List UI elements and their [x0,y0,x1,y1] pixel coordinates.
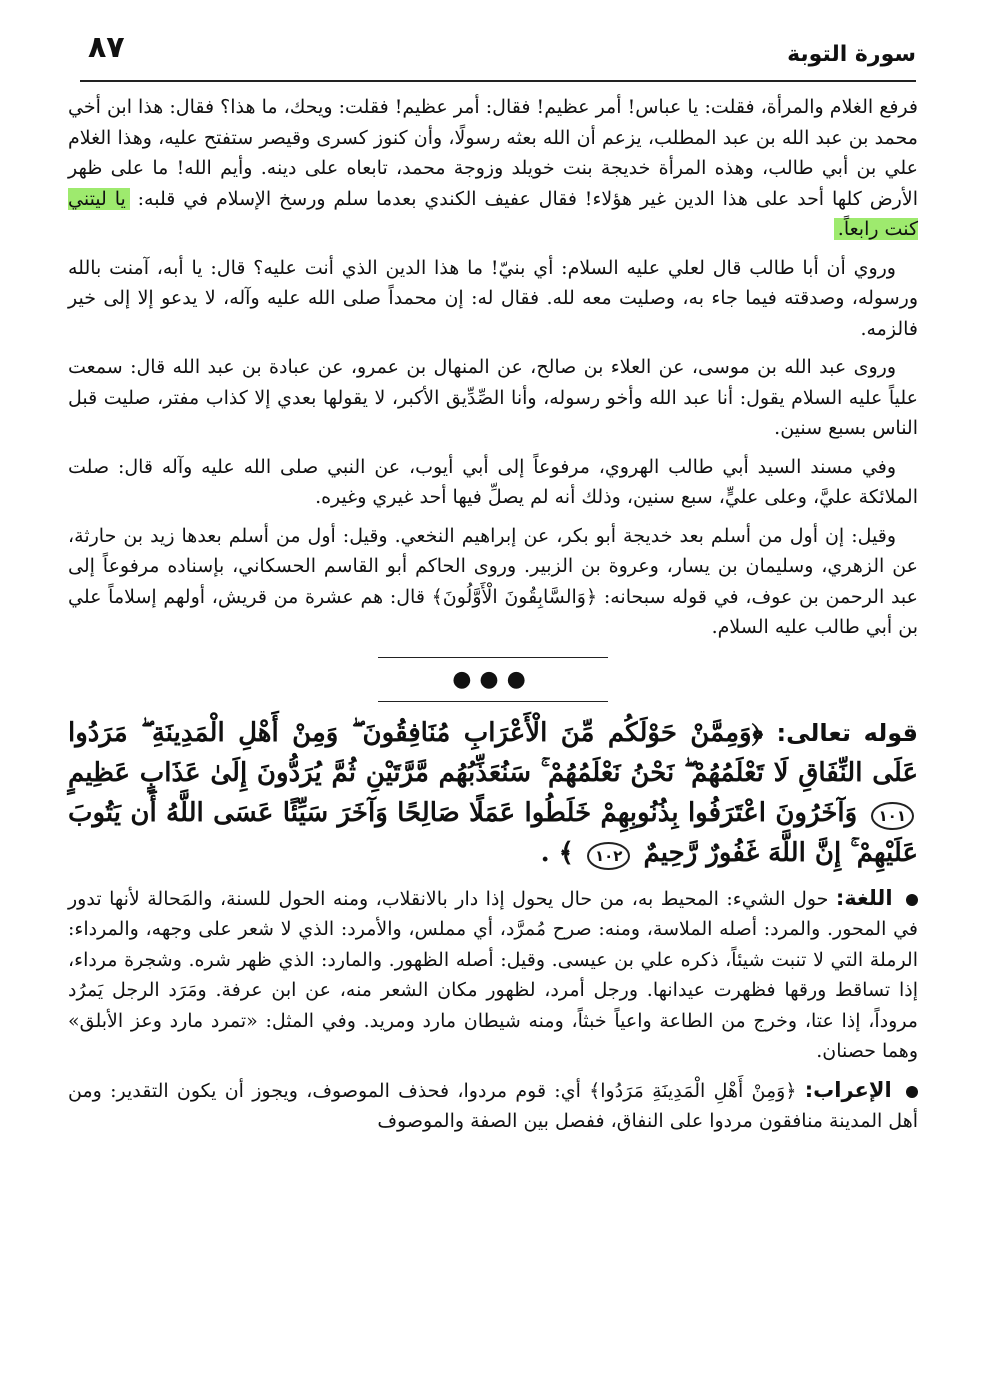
paragraph-1 [68,92,918,245]
surah-title: سورة التوبة [787,42,916,67]
paragraph-3: وروى عبد الله بن موسى، عن العلاء بن صالح، عن المنهال بن عمرو، عن عبادة بن عبد الله قال: سمعت علياً عليه السلام يقول: أنا عبد الله وأخو رسوله، وأنا الصِّدِّيق الأكبر، لا يقولها بعدي إلا كذاب مفتر، صليت قبل الناس بسبع سنين. [68,356,918,439]
paragraph-5: وقيل: إن أول من أسلم بعد خديجة أبو بكر، عن إبراهيم النخعي. وقيل: أول من أسلم بعدها زيد بن حارثة، عن الزهري، وسليمان بن يسار، وعروة بن الزبير. وروى الحاكم أبو القاسم الحسكاني، بإسناده مرفوعاً إلى عبد الرحمن بن عوف، في قوله سبحانه: ﴿وَالسَّابِقُونَ الْأَوَّلُونَ﴾ قال: هم عشرة من قريش، أولهم إسلاماً علي بن أبي طالب عليه السلام. [68,524,918,638]
page-number: ٨٧ [88,30,125,65]
separator-line-bottom [378,701,608,702]
page-content [68,92,918,1145]
section-separator [68,651,918,707]
verse-label: قوله تعالى: [776,718,918,747]
separator-line-top [378,657,608,658]
quran-verse-block [68,713,918,873]
verse-text-1: ﴿وَمِمَّنْ حَوْلَكُم مِّنَ الْأَعْرَابِ مُنَافِقُونَ ۖ وَمِنْ أَهْلِ الْمَدِينَةِ ۖ مَرَدُوا عَلَى النِّفَاقِ لَا تَعْلَمُهُمْ ۖ نَحْنُ نَعْلَمُهُمْ ۚ سَنُعَذِّبُهُم مَّرَّتَيْنِ ثُمَّ يُرَدُّونَ إِلَىٰ عَذَابٍ عَظِيمٍ [68,717,918,788]
ayah-number-102: ١٠٢ [587,842,630,870]
bullet-icon [906,894,918,906]
paragraph-1-text: فرفع الغلام والمرأة، فقلت: يا عباس! أمر عظيم! فقال: أمر عظيم! فقلت: ويحك، ما هذا؟ فقال: هذا ابن أخي محمد بن عبد الله بن عبد المطلب، يزعم أن الله بعثه رسولًا، وأن كنوز كسرى وقيصر ستفتح عليه، وهذا الغلام علي بن أبي طالب، وهذه المرأة خديجة بنت خويلد وزوجة محمد، تابعاه على دينه. وأيم الله! ما على ظهر الأرض كلها أحد على هذا الدين غير هؤلاء! فقال عفيف الكندي بعدما سلم ورسخ الإسلام في قلبه: [68,96,918,210]
irab-label: الإعراب: [804,1077,892,1102]
bullet-icon [906,1086,918,1098]
ayah-number-101: ١٠١ [871,802,914,830]
paragraph-4: وفي مسند السيد أبي طالب الهروي، مرفوعاً إلى أبي أيوب، عن النبي صلى الله عليه وآله قال: صلت الملائكة عليَّ، وعلى عليٍّ، سبع سنين، وذلك أنه لم يصلِّ فيها أحد غيري وغيره. [68,455,918,508]
separator-dots: ●●● [452,666,534,692]
irab-section [68,1075,918,1137]
verse-text-2: وَآخَرُونَ اعْتَرَفُوا بِذُنُوبِهِمْ خَلَطُوا عَمَلًا صَالِحًا وَآخَرَ سَيِّئًا عَسَى اللَّهُ أَن يَتُوبَ عَلَيْهِمْ ۚ إِنَّ اللَّهَ غَفُورٌ رَّحِيمٌ [68,797,918,868]
lugha-label: اللغة: [835,885,893,910]
paragraph-2: وروي أن أبا طالب قال لعلي عليه السلام: أي بنيّ! ما هذا الدين الذي أنت عليه؟ قال: يا أبه، آمنت بالله ورسوله، وصدقته فيما جاء به، وصليت معه لله. فقال له: إن محمداً صلى الله عليه وآله، لا يدعو إلا إلى خير فالزمه. [68,256,918,340]
highlighted-phrase: يا ليتني كنت رابعاً. [68,187,918,240]
lugha-section [68,883,918,1067]
page-header [80,30,916,82]
lugha-text: حول الشيء: المحيط به، من حال يحول إذا دار بالانقلاب، ومنه الحول للسنة، والمَحالة لأنها تدور في المحور. والمرد: أصله الملاسة، ومنه: صرح مُمرَّد، أي مملس، والأمرد: الذي لا شعر على وجهه، والمرداء: الرملة التي لا تنبت شيئاً، ذكره علي بن عيسى. وقيل: أصله الظهور. والمارد: الذي ظهر شره. وشجرة مرداء، إذا تساقط ورقها فظهرت عيدانها. ورجل أمرد، لظهور مكان الشعر منه، عن ابن عرفة. ومَرَد الرجل يَمرُد مروداً، إذا عتا، وخرج من الطاعة واعياً خبثاً، ومنه شيطان مارد ومريد. وفي المثل: «تمرد مارد وعز الأبلق» وهما حصنان. [68,887,918,1062]
verse-close: ﴾ . [540,837,574,868]
irab-text: ﴿وَمِنْ أَهْلِ الْمَدِينَةِ مَرَدُوا﴾ أي: قوم مردوا، فحذف الموصوف، ويجوز أن يكون التقدير: ومن أهل المدينة منافقون مردوا على النفاق، ففصل بين الصفة والموصوف [68,1079,918,1132]
